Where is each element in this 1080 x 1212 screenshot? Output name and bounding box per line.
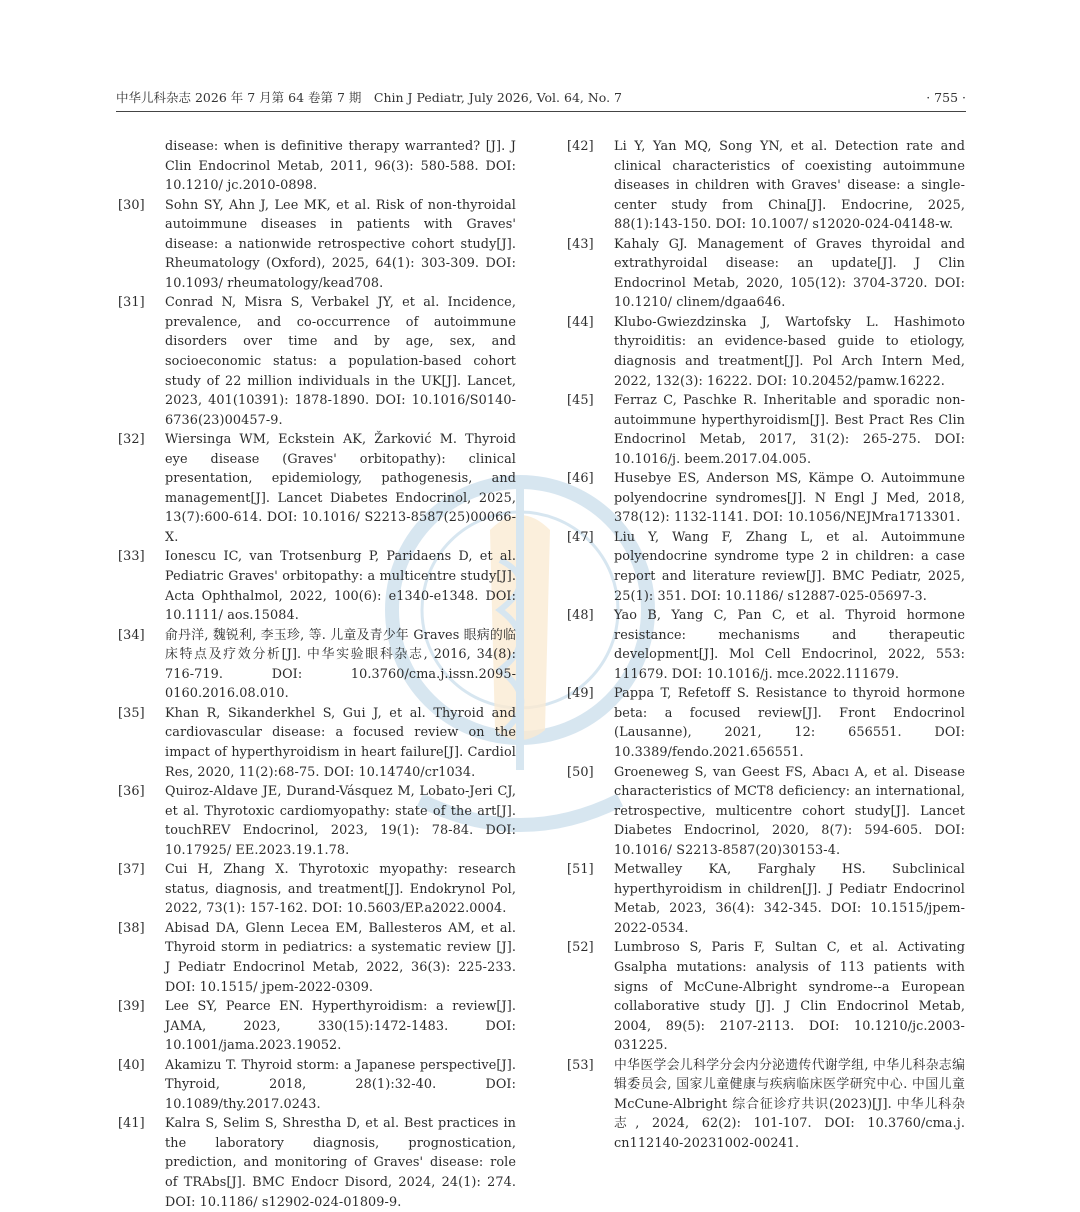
reference-item [567,469,965,528]
reference-text: Pappa T, Refetoff S. Resistance to thyroid hormone beta: a focused review[J]. Front Endocrinol (Lausanne), 2021, 12: 656551. DOI: 10.3389/fendo.2021.656551. [614,686,965,760]
reference-item [118,196,516,294]
reference-text: Khan R, Sikanderkhel S, Gui J, et al. Thyroid and cardiovascular disease: a focused review on the impact of hyperthyroidism in heart failure[J]. Cardiol Res, 2020, 11(2):68-75. DOI: 10.14740/cr1034. [165,705,516,780]
reference-number: [43] [567,236,594,252]
reference-item [118,860,516,919]
reference-item [118,919,516,997]
reference-item [567,684,965,762]
reference-number: [35] [118,705,145,721]
journal-citation-line: 中华儿科杂志 2026 年 7 月第 64 卷第 7 期 Chin J Pediatr, July 2026, Vol. 64, No. 7 [116,90,623,105]
reference-text: Wiersinga WM, Eckstein AK, Žarković M. Thyroid eye disease (Graves' orbitopathy): clinical presentation, epidemiology, pathogenesis, and management[J]. Lancet Diabetes Endocrinol, 2025, 13(7):600-614. DOI: 10.1016/ S2213-8587(25)00066-X. [165,432,516,545]
reference-text: Quiroz-Aldave JE, Durand-Vásquez M, Lobato-Jeri CJ, et al. Thyrotoxic cardiomyopathy: state of the art[J]. touchREV Endocrinol, 2023, 19(1): 78-84. DOI: 10.17925/ EE.2023.19.1.78. [165,784,516,858]
reference-number: [33] [118,549,145,565]
reference-text: Kahaly GJ. Management of Graves thyroidal and extrathyroidal disease: an update[J]. J Clin Endocrinol Metab, 2020, 105(12): 3704-3720. DOI: 10.1210/ clinem/dgaa646. [614,236,965,311]
reference-text: Lee SY, Pearce EN. Hyperthyroidism: a review[J]. JAMA, 2023, 330(15):1472-1483. DOI: 10.1001/jama.2023.19052. [165,999,516,1054]
reference-number: [53] [567,1057,594,1073]
reference-item [118,430,516,547]
reference-column-right [567,137,965,1153]
page-number: · 755 · [926,90,966,105]
reference-number: [39] [118,999,145,1015]
reference-item [567,938,965,1055]
reference-item [118,626,516,704]
reference-text: Sohn SY, Ahn J, Lee MK, et al. Risk of non-thyroidal autoimmune diseases in patients with Graves' disease: a nationwide retrospective cohort study[J]. Rheumatology (Oxford), 2025, 64(1): 303-309. DOI: 10.1093/ rheumatology/kead708. [165,197,516,291]
reference-text: Lumbroso S, Paris F, Sultan C, et al. Activating Gsalpha mutations: analysis of 113 patients with signs of McCune-Albright syndrome--a European collaborative study [J]. J Clin Endocrinol Metab, 2004, 89(5): 2107-2113. DOI: 10.1210/jc.2003-031225. [614,940,965,1054]
reference-text: Conrad N, Misra S, Verbakel JY, et al. Incidence, prevalence, and co-occurrence of autoimmune disorders over time and by age, sex, and socioeconomic status: a population-based cohort study of 22 million individuals in the UK[J]. Lancet, 2023, 401(10391): 1878-1890. DOI: 10.1016/S0140-6736(23)00457-9. [165,295,516,428]
reference-item [567,235,965,313]
reference-item [567,860,965,938]
reference-text: Metwalley KA, Farghaly HS. Subclinical hyperthyroidism in children[J]. J Pediatr Endocrinol Metab, 2023, 36(4): 342-345. DOI: 10.1515/jpem-2022-0534. [614,862,965,936]
reference-number: [38] [118,920,145,936]
reference-text: Cui H, Zhang X. Thyrotoxic myopathy: research status, diagnosis, and treatment[J]. Endokrynol Pol, 2022, 73(1): 157-162. DOI: 10.5603/EP.a2022.0004. [165,862,516,917]
reference-number: [44] [567,314,594,330]
reference-item [118,547,516,625]
reference-item [567,763,965,861]
reference-item [567,528,965,606]
reference-text: Kalra S, Selim S, Shrestha D, et al. Best practices in the laboratory diagnosis, prognostication, prediction, and monitoring of Graves' disease: role of TRAbs[J]. BMC Endocr Disord, 2024, 24(1): 274. DOI: 10.1186/ s12902-024-01809-9. [165,1116,516,1210]
reference-item [118,137,516,196]
running-header [116,89,966,109]
reference-text: Husebye ES, Anderson MS, Kämpe O. Autoimmune polyendocrine syndromes[J]. N Engl J Med, 2018, 378(12): 1132-1141. DOI: 10.1056/NEJMra1713301. [614,471,965,526]
reference-number: [30] [118,197,145,213]
reference-number: [34] [118,627,145,643]
reference-text: Ferraz C, Paschke R. Inheritable and sporadic non-autoimmune hyperthyroidism[J]. Best Pract Res Clin Endocrinol Metab, 2017, 31(2): 265-275. DOI: 10.1016/j. beem.2017.04.005. [614,393,965,467]
reference-text: Li Y, Yan MQ, Song YN, et al. Detection rate and clinical characteristics of coexisting autoimmune diseases in children with Graves' disease: a single-center study from China[J]. Endocrine, 2025, 88(1):143-150. DOI: 10.1007/ s12020-024-04148-w. [614,139,965,233]
reference-item [567,137,965,235]
reference-number: [37] [118,862,145,878]
reference-number: [36] [118,784,145,800]
reference-text: 俞丹洋, 魏锐利, 李玉珍, 等. 儿童及青少年 Graves 眼病的临床特点及疗效分析[J]. 中华实验眼科杂志, 2016, 34(8): 716-719. DOI: 10.3760/cma.j.issn.2095-0160.2016.08.010. [165,627,516,702]
reference-number: [45] [567,393,594,409]
reference-item [118,293,516,430]
reference-number: [40] [118,1057,145,1073]
reference-number: [48] [567,608,594,624]
reference-text: Klubo-Gwiezdzinska J, Wartofsky L. Hashimoto thyroiditis: an evidence-based guide to etiology, diagnosis and treatment[J]. Pol Arch Intern Med, 2022, 132(3): 16222. DOI: 10.20452/pamw.16222. [614,314,965,389]
reference-item [118,997,516,1056]
reference-number: [47] [567,529,594,545]
reference-text: 中华医学会儿科学分会内分泌遗传代谢学组, 中华儿科杂志编辑委员会, 国家儿童健康与疾病临床医学研究中心. 中国儿童 McCune-Albright 综合征诊疗共识(2023)[J]. 中华儿科杂志, 2024, 62(2): 101-107. DOI: 10.3760/cma.j. cn112140-20231002-00241. [614,1057,965,1151]
reference-item [567,313,965,391]
reference-number: [31] [118,295,145,311]
reference-item [567,1056,965,1154]
reference-item [118,704,516,782]
reference-text: Ionescu IC, van Trotsenburg P, Paridaens D, et al. Pediatric Graves' orbitopathy: a multicentre study[J]. Acta Ophthalmol, 2022, 100(6): e1340-e1348. DOI: 10.1111/ aos.15084. [165,549,516,624]
reference-text: Groeneweg S, van Geest FS, Abacı A, et al. Disease characteristics of MCT8 deficiency: an international, retrospective, multicentre cohort study[J]. Lancet Diabetes Endocrinol, 2020, 8(7): 594-605. DOI: 10.1016/ S2213-8587(20)30153-4. [614,764,965,858]
reference-number: [41] [118,1116,145,1132]
reference-item [567,606,965,684]
reference-item [118,1114,516,1212]
reference-item [118,782,516,860]
reference-item [567,391,965,469]
reference-column-left [118,137,516,1212]
reference-text: Abisad DA, Glenn Lecea EM, Ballesteros AM, et al. Thyroid storm in pediatrics: a systematic review [J]. J Pediatr Endocrinol Metab, 2022, 36(3): 225-233. DOI: 10.1515/ jpem-2022-0309. [165,920,516,995]
reference-number: [51] [567,862,594,878]
reference-number: [50] [567,764,594,780]
reference-number: [52] [567,940,594,956]
reference-number: [42] [567,139,594,154]
reference-number: [49] [567,686,594,702]
reference-text: disease: when is definitive therapy warranted? [J]. J Clin Endocrinol Metab, 2011, 96(3): 580-588. DOI: 10.1210/ jc.2010-0898. [165,139,516,194]
reference-text: Akamizu T. Thyroid storm: a Japanese perspective[J]. Thyroid, 2018, 28(1):32-40. DOI: 10.1089/thy.2017.0243. [165,1057,516,1112]
reference-item [118,1056,516,1115]
reference-text: Yao B, Yang C, Pan C, et al. Thyroid hormone resistance: mechanisms and therapeutic development[J]. Mol Cell Endocrinol, 2022, 553: 111679. DOI: 10.1016/j. mce.2022.111679. [614,608,965,682]
header-divider [116,111,966,112]
reference-number: [46] [567,471,594,487]
reference-text: Liu Y, Wang F, Zhang L, et al. Autoimmune polyendocrine syndrome type 2 in children: a case report and literature review[J]. BMC Pediatr, 2025, 25(1): 351. DOI: 10.1186/ s12887-025-05697-3. [614,529,965,604]
reference-number: [32] [118,432,145,448]
